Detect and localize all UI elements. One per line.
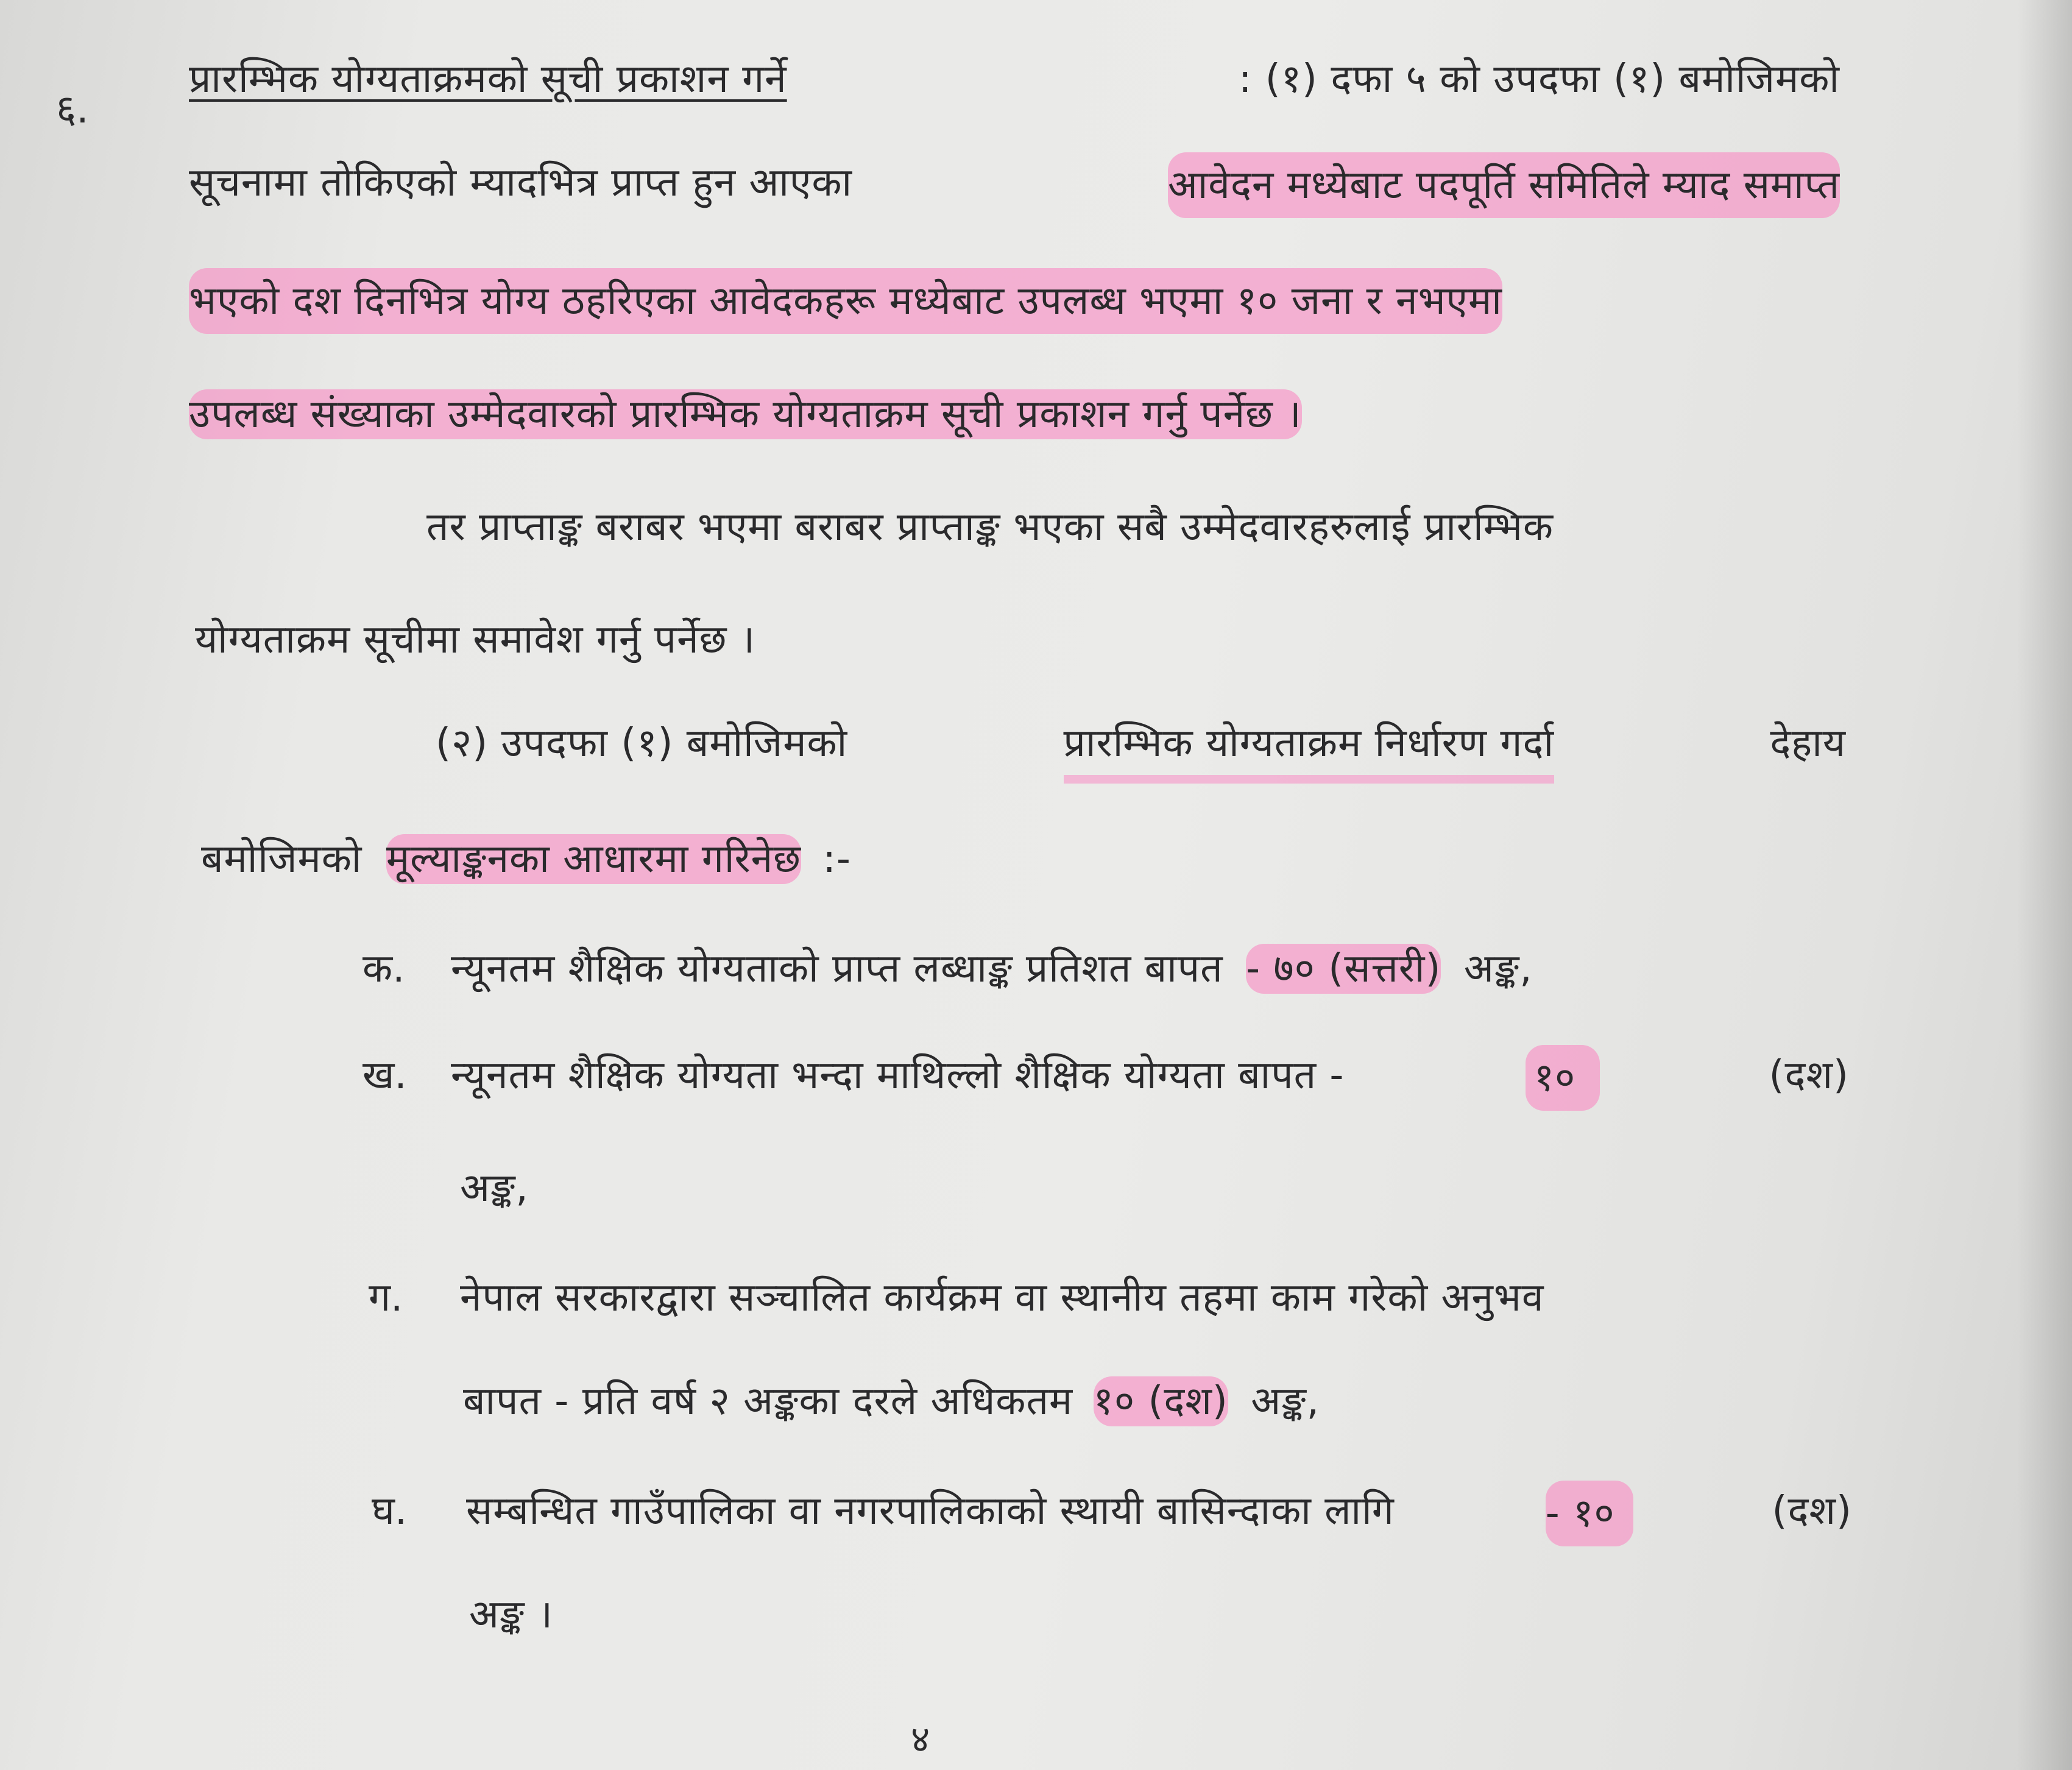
para1-line3-highlight: भएको दश दिनभित्र योग्य ठहरिएका आवेदकहरू मध्येबाट उपलब्ध भएमा १० जना र नभएमा <box>189 268 1502 334</box>
item-kha-label: ख. <box>362 1053 407 1098</box>
item-gha-line2 <box>469 1584 553 1645</box>
section-number: ६. <box>56 87 89 132</box>
item-ga-line1 <box>460 1267 1849 1328</box>
page-number: ४ <box>911 1718 930 1761</box>
item-ka-text: न्यूनतम शैक्षिक योग्यताको प्राप्त लब्धाङ्क प्रतिशत बापत <box>451 946 1223 991</box>
sub2-line2-text: बमोजिमको <box>201 837 362 882</box>
para1-line2-text: सूचनामा तोकिएको म्यादभित्र प्राप्त हुन आएका <box>189 160 853 205</box>
item-kha-end: (दश) <box>1769 1053 1849 1098</box>
sub2-line2 <box>201 829 851 890</box>
item-ga-end: अङ्क, <box>1251 1379 1320 1424</box>
item-gha-highlight: - १० <box>1546 1481 1633 1546</box>
sub2-line1 <box>436 713 1846 784</box>
proviso-line2-text: योग्यताक्रम सूचीमा समावेश गर्नु पर्नेछ । <box>195 617 756 662</box>
item-kha-text: न्यूनतम शैक्षिक योग्यता भन्दा माथिल्लो शैक्षिक योग्यता बापत - <box>451 1053 1345 1098</box>
proviso-line1 <box>426 497 1846 558</box>
item-ga-line2 <box>463 1371 1320 1432</box>
item-gha-line2-text: अङ्क । <box>469 1592 554 1637</box>
item-gha-text: सम्बन्धित गाउँपालिका वा नगरपालिकाको स्थायी बासिन्दाका लागि <box>466 1489 1395 1534</box>
item-ka-label: क. <box>362 946 405 991</box>
para1-line2 <box>189 152 1840 218</box>
sub2-line2-end: :- <box>822 837 852 882</box>
para1-line1-rest: : (१) दफा ५ को उपदफा (१) बमोजिमको <box>1238 57 1840 102</box>
item-kha-line1 <box>451 1045 1849 1111</box>
sub2-line1-end: देहाय <box>1770 721 1846 766</box>
para1-line1 <box>189 49 1840 110</box>
section-heading: प्रारम्भिक योग्यताक्रमको सूची प्रकाशन गर्ने <box>189 57 787 102</box>
para1-line3 <box>189 268 1840 334</box>
item-ka-highlight: - ७० (सत्तरी) <box>1246 944 1441 994</box>
item-kha-line2 <box>460 1158 529 1219</box>
item-gha-label: घ. <box>372 1489 408 1534</box>
item-ga-label: ग. <box>369 1275 403 1320</box>
item-kha-highlight: १० <box>1526 1045 1600 1111</box>
item-gha-line1 <box>466 1481 1852 1546</box>
item-ga-line1-text: नेपाल सरकारद्वारा सञ्चालित कार्यक्रम वा स्थानीय तहमा काम गरेको अनुभव <box>460 1275 1544 1320</box>
item-gha-end: (दश) <box>1772 1489 1852 1534</box>
sub2-line2-highlight: मूल्याङ्कनका आधारमा गरिनेछ <box>386 834 801 884</box>
para1-line2-highlight: आवेदन मध्येबाट पदपूर्ति समितिले म्याद समाप्त <box>1168 152 1840 218</box>
para1-line4 <box>189 384 1302 445</box>
para1-line4-highlight: उपलब्ध संख्याका उम्मेदवारको प्रारम्भिक योग्यताक्रम सूची प्रकाशन गर्नु पर्नेछ । <box>189 389 1302 439</box>
sub2-line1-highlight: प्रारम्भिक योग्यताक्रम निर्धारण गर्दा <box>1064 713 1554 784</box>
sub2-line1-text: (२) उपदफा (१) बमोजिमको <box>436 721 848 766</box>
item-kha-line2-text: अङ्क, <box>460 1166 529 1211</box>
item-ga-highlight: १० (दश) <box>1094 1376 1228 1426</box>
item-ka-end: अङ्क, <box>1463 946 1533 991</box>
proviso-line2 <box>195 609 755 670</box>
item-ka-line1 <box>451 938 1533 999</box>
proviso-line1-text: तर प्राप्ताङ्क बराबर भएमा बराबर प्राप्ताङ्क भएका सबै उम्मेदवारहरुलाई प्रारम्भिक <box>426 504 1554 550</box>
item-ga-line2-text: बापत - प्रति वर्ष २ अङ्कका दरले अधिकतम <box>463 1379 1073 1424</box>
